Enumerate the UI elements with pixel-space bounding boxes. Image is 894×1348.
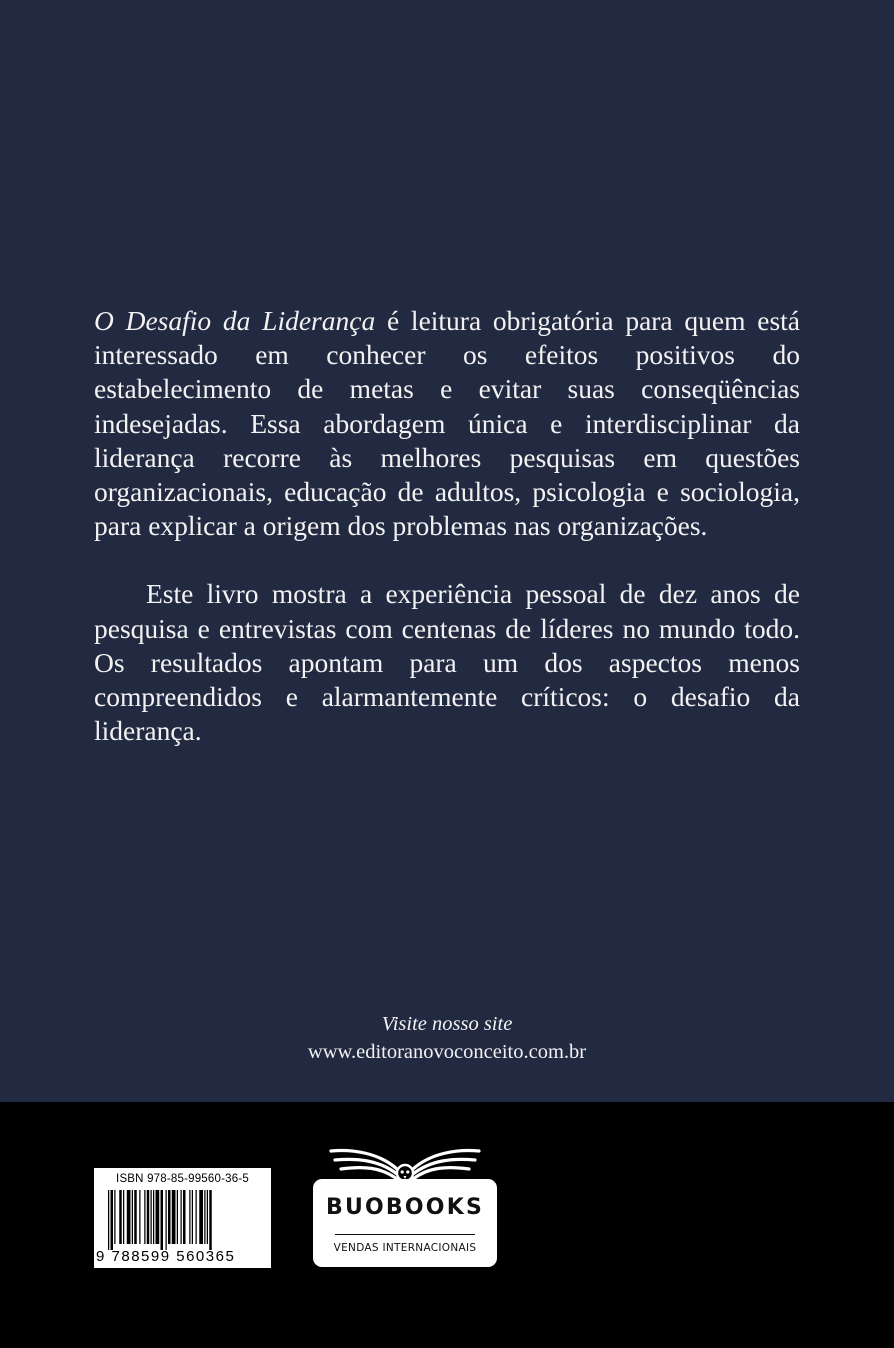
book-title: O Desafio da Liderança [94,305,376,336]
blurb-paragraph-1 [94,304,800,543]
ean-digits: 9 788599 560365 [96,1248,236,1265]
logo-tagline: VENDAS INTERNACIONAIS [333,1242,477,1254]
buobooks-logo [313,1145,497,1267]
blurb-paragraph-1-body: é leitura obrigatória para quem está interessado em conhecer os efeitos positivos do estabelecimento de metas e evitar suas conseqüências indesejadas. Essa abordagem única e interdisciplinar da liderança recorre às melhores pesquisas em questões organizacionais, educação de adultos, psicologia e sociologia, para explicar a origem dos problemas nas organizações. [94,305,800,542]
blurb-paragraph-2: Este livro mostra a experiência pessoal de dez anos de pesquisa e entrevistas com centenas de líderes no mundo todo. Os resultados apontam para um dos aspectos menos compreendidos e alarmantemente críticos: o desafio da liderança. [94,578,800,747]
blurb-text [94,304,800,748]
isbn-barcode [94,1168,271,1268]
barcode-bars [108,1190,259,1250]
publisher-website-url: www.editoranovoconceito.com.br [307,1041,587,1063]
logo-wordmark: BUOBOOKS [325,1195,484,1220]
site-invite-text: Visite nosso site [381,1013,513,1035]
isbn-label: ISBN 978-85-99560-36-5 [116,1173,249,1185]
logo-divider [335,1234,475,1235]
